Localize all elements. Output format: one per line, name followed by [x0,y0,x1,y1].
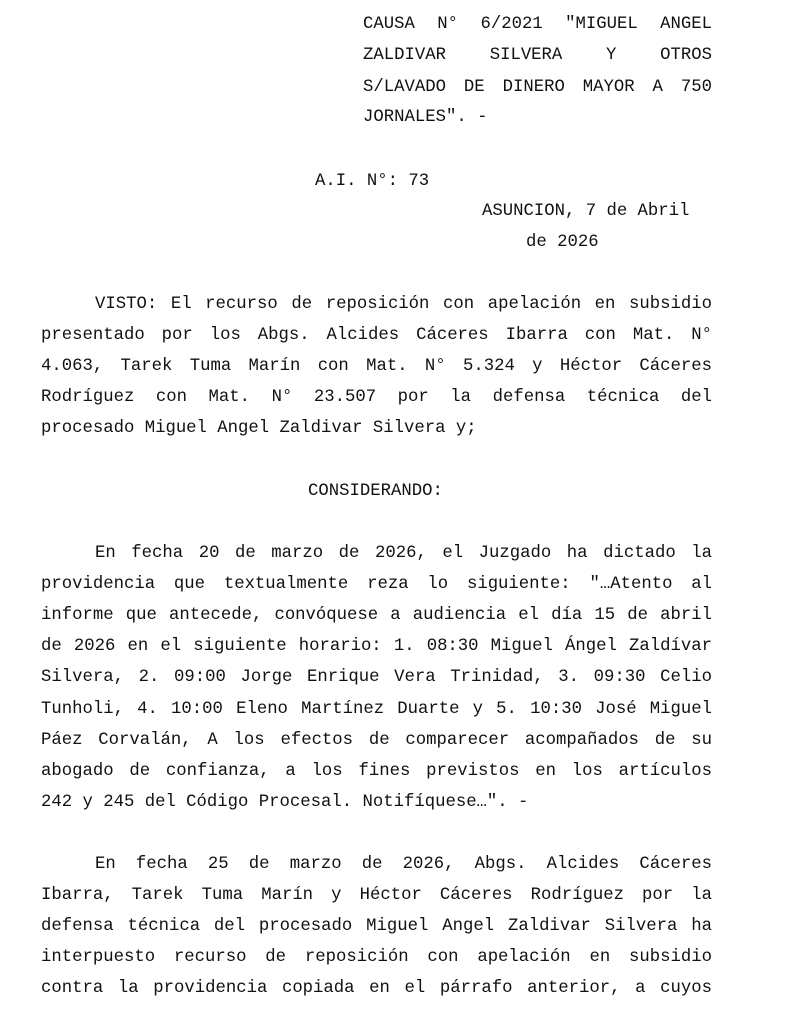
visto-line-1: VISTO: El recurso de reposición con apelación en subsidio [95,295,712,314]
paragraph2-line-3: defensa técnica del procesado Miguel Angel Zaldivar Silvera ha [41,917,712,936]
paragraph2-line-1: En fecha 25 de marzo de 2026, Abgs. Alcides Cáceres [95,855,712,874]
paragraph1-line-7: Páez Corvalán, A los efectos de comparecer acompañados de su [41,731,712,750]
paragraph1-line-5: Silvera, 2. 09:00 Jorge Enrique Vera Trinidad, 3. 09:30 Celio [41,668,712,687]
auto-interlocutorio-number: A.I. N°: 73 [315,172,430,191]
considerando-heading: CONSIDERANDO: [308,482,443,501]
date-line-2: de 2026 [526,233,599,252]
paragraph1-line-1: En fecha 20 de marzo de 2026, el Juzgado ha dictado la [95,544,712,563]
causa-title-line-3: S/LAVADO DE DINERO MAYOR A 750 [363,78,712,97]
paragraph2-line-5: contra la providencia copiada en el párrafo anterior, a cuyos [41,979,712,998]
visto-line-4: Rodríguez con Mat. N° 23.507 por la defensa técnica del [41,388,712,407]
paragraph1-line-6: Tunholi, 4. 10:00 Eleno Martínez Duarte y 5. 10:30 José Miguel [41,700,712,719]
paragraph2-line-4: interpuesto recurso de reposición con apelación en subsidio [41,948,712,967]
paragraph1-line-3: informe que antecede, convóquese a audiencia el día 15 de abril [41,606,712,625]
paragraph1-line-2: providencia que textualmente reza lo siguiente: "…Atento al [41,575,712,594]
paragraph1-line-4: de 2026 en el siguiente horario: 1. 08:30 Miguel Ángel Zaldívar [41,637,712,656]
causa-title-line-2: ZALDIVAR SILVERA Y OTROS [363,46,712,65]
date-line-1: ASUNCION, 7 de Abril [482,202,690,221]
visto-line-3: 4.063, Tarek Tuma Marín con Mat. N° 5.324 y Héctor Cáceres [41,357,712,376]
paragraph1-line-9: 242 y 245 del Código Procesal. Notifíquese…". - [41,793,529,812]
paragraph2-line-2: Ibarra, Tarek Tuma Marín y Héctor Cáceres Rodríguez por la [41,886,712,905]
causa-title-line-1: CAUSA N° 6/2021 "MIGUEL ANGEL [363,15,712,34]
paragraph1-line-8: abogado de confianza, a los fines previstos en los artículos [41,762,712,781]
visto-line-5: procesado Miguel Angel Zaldivar Silvera y; [41,419,477,438]
causa-title-line-4: JORNALES". - [363,108,488,127]
visto-line-2: presentado por los Abgs. Alcides Cáceres Ibarra con Mat. N° [41,326,712,345]
